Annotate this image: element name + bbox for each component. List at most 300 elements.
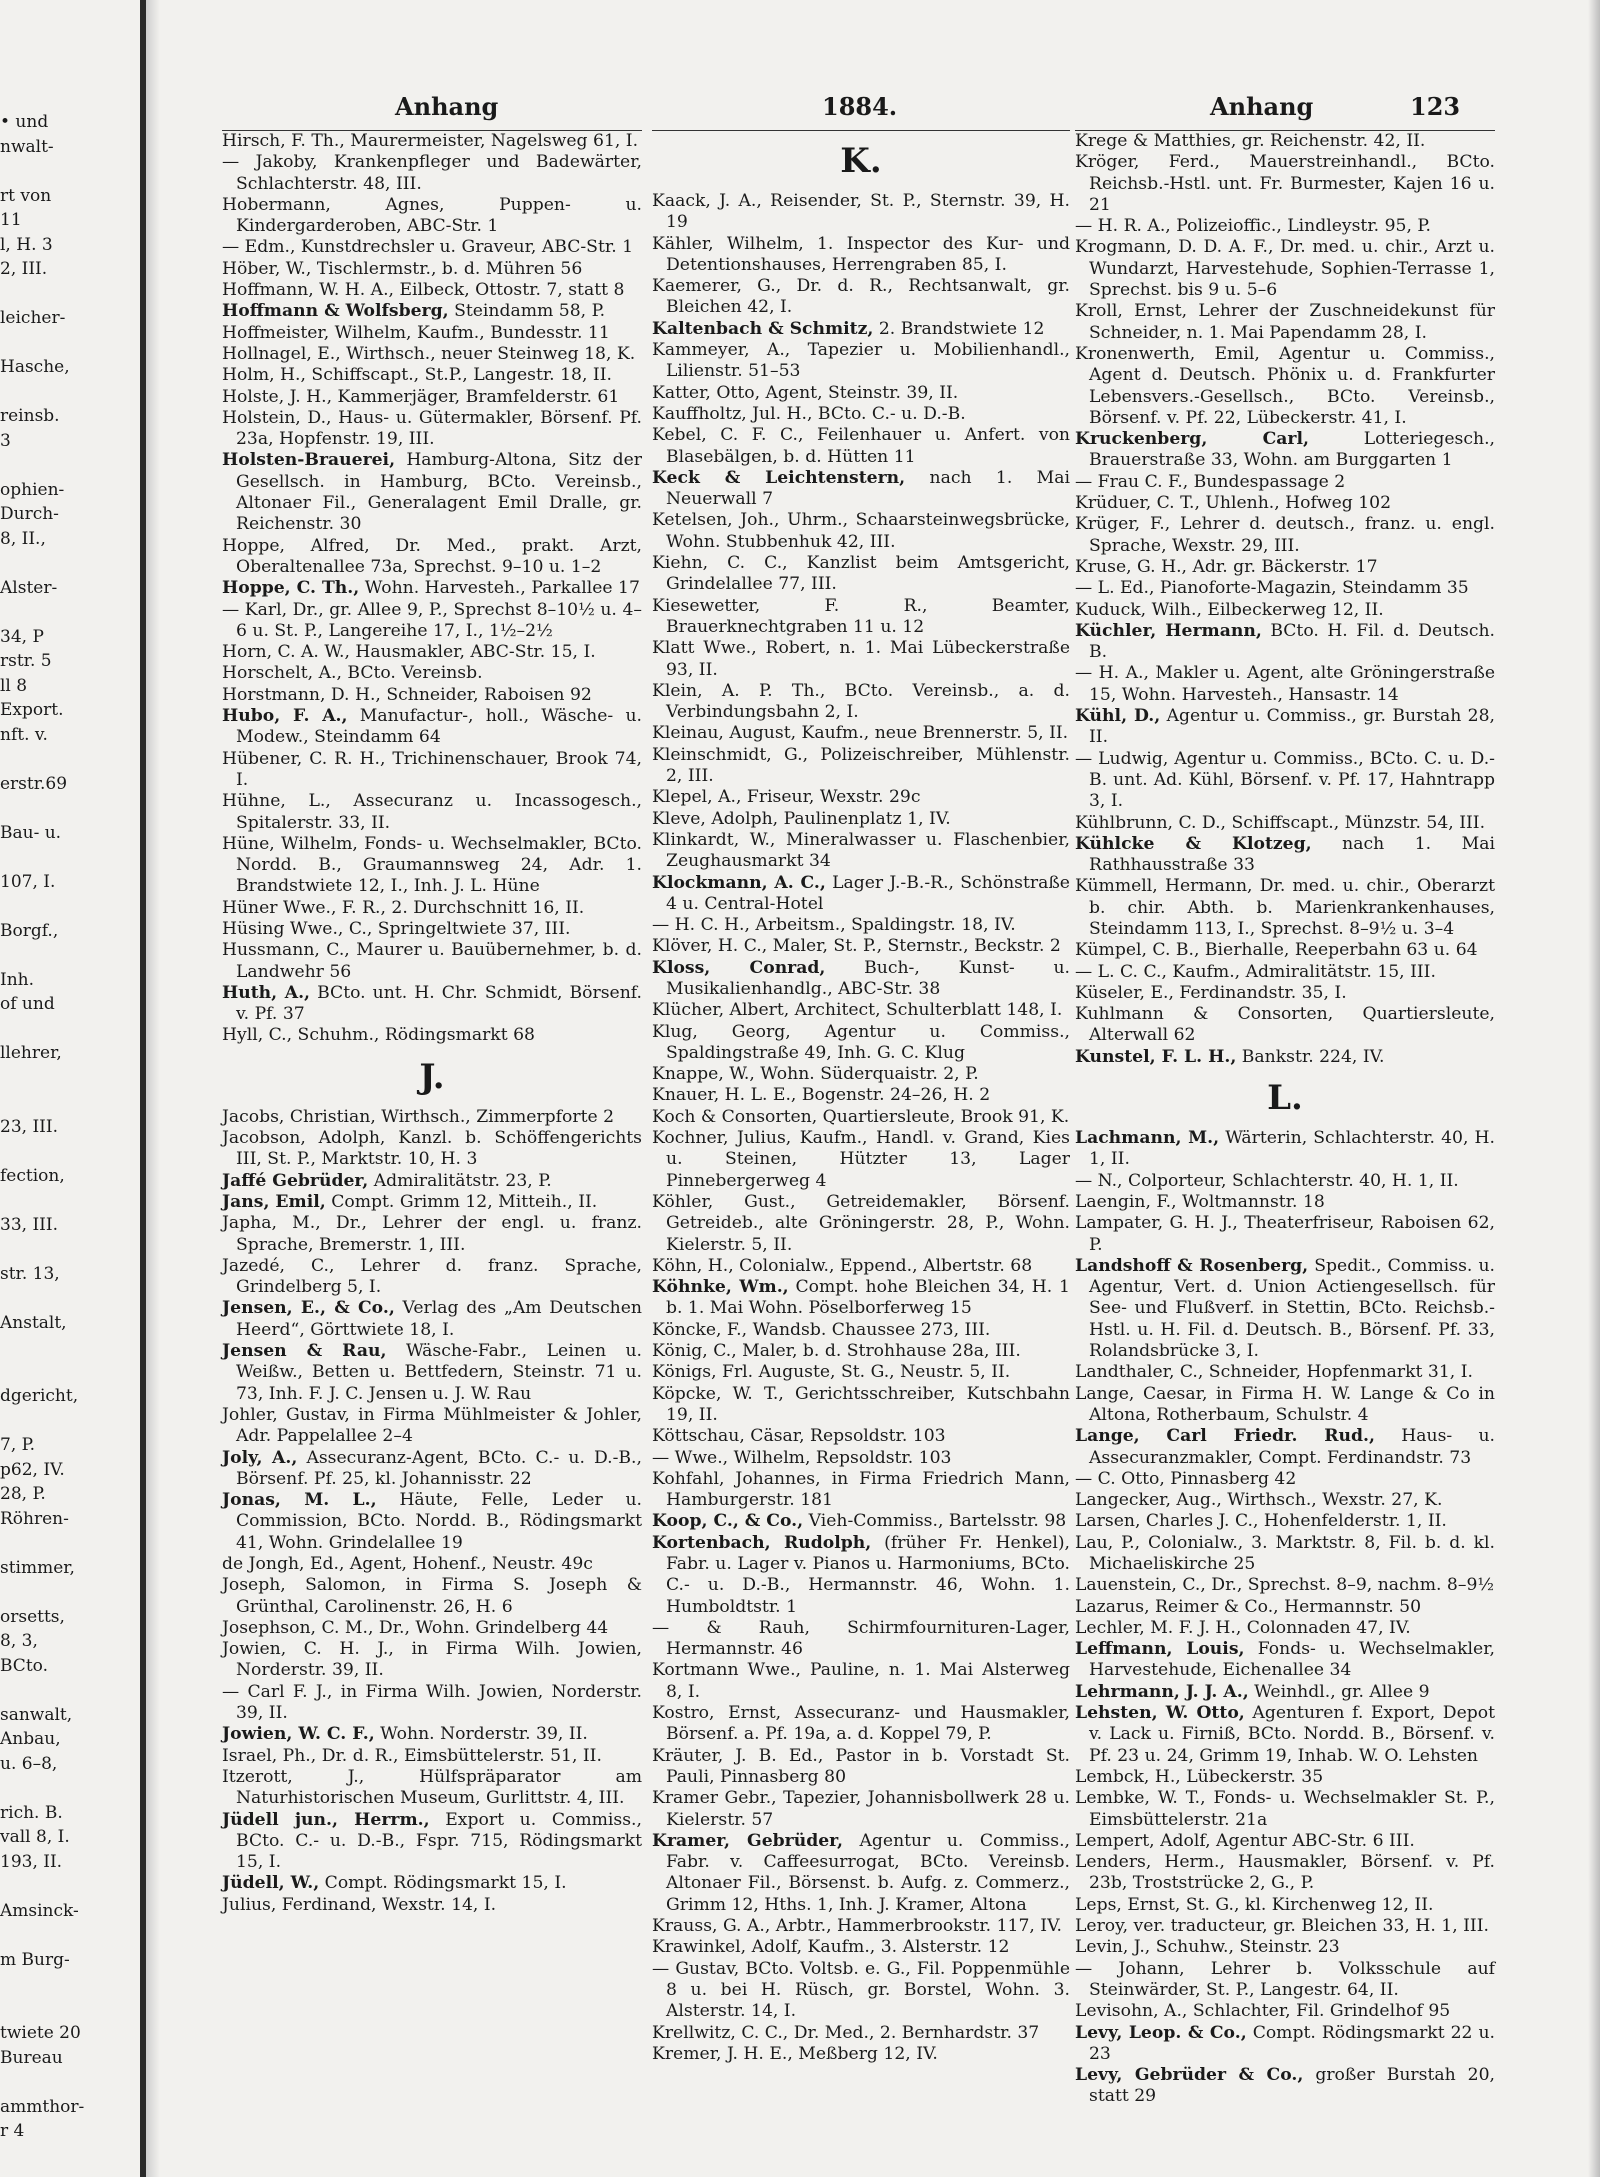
entry-name-bold: Jensen & Rau, [222,1341,387,1362]
entry-name-bold: Jensen, E., & Co., [222,1298,395,1319]
directory-entry [222,408,642,451]
entry-text: Kuhlmann & Consorten, Quartiersleute, Alterwall 62 [1075,1004,1495,1046]
previous-page-line: reinsb. [0,406,60,426]
directory-entry [652,1022,1070,1065]
entry-text: Larsen, Charles J. C., Hohenfelderstr. 1, II. [1075,1511,1447,1532]
entry-text: Hussmann, C., Maurer u. Bauübernehmer, b. d. Landwehr 56 [222,940,642,982]
entry-text: Lauenstein, C., Dr., Sprechst. 8–9, nachm. 8–9½ [1075,1575,1495,1596]
directory-entry [652,1469,1070,1512]
previous-page-line [0,282,138,307]
header-section-left: Anhang [395,92,499,121]
entry-name-bold: Levy, Leop. & Co., [1075,2022,1247,2043]
directory-entry [222,1448,642,1491]
entry-text: Krüduer, C. T., Uhlenh., Hofweg 102 [1075,493,1392,514]
directory-entry [222,685,642,706]
directory-entry [652,1320,1070,1341]
directory-entry [1075,1703,1495,1767]
directory-entry [652,1277,1070,1320]
entry-text: BCto. H. Fil. d. Deutsch. B. [1089,620,1495,663]
directory-entry [1075,1618,1495,1639]
entry-name-bold: Landshoff & Rosenberg, [1075,1255,1309,1276]
entry-text: Kleinschmidt, G., Polizeischreiber, Mühlenstr. 2, III. [652,744,1070,787]
entry-text: — Ludwig, Agentur u. Commiss., BCto. C. u. D.-B. unt. Ad. Kühl, Börsenf. v. Pf. 17, Hahntrapp 3, I. [1075,748,1495,812]
directory-entry [1075,1384,1495,1427]
entry-text: Katter, Otto, Agent, Steinstr. 39, II. [652,382,959,403]
previous-page-line: orsetts, [0,1606,65,1627]
directory-column-3 [1075,130,1495,2108]
previous-page-line: nwalt- [0,136,54,157]
entry-text: Verlag des „Am Deutschen Heerd“, Görttwiete 18, I. [236,1298,642,1340]
directory-entry [1075,1256,1495,1362]
page-number: 123 [1410,92,1461,121]
previous-page-line: Bau- u. [0,822,62,843]
previous-page-line [0,1972,138,1997]
directory-entry [222,1256,642,1299]
previous-page-line [0,845,138,870]
entry-name-bold: Kühl, D., [1075,706,1161,727]
previous-page-line: twiete 20 [0,2023,81,2043]
directory-entry [1075,1171,1495,1192]
previous-page-line: Durch- [0,504,59,524]
directory-entry [1075,1128,1495,1171]
entry-text: — Wwe., Wilhelm, Repsoldstr. 103 [652,1447,952,1468]
entry-text: Itzerott, J., Hülfspräparator am Naturhistorischen Museum, Gurlittstr. 4, III. [222,1766,642,1809]
entry-text: Levin, J., Schuhw., Steinstr. 23 [1075,1937,1340,1958]
entry-text: Kortmann Wwe., Pauline, n. 1. Mai Alsterweg 8, I. [652,1660,1070,1702]
directory-entry [1075,1213,1495,1256]
previous-page-line: 193, II. [0,1851,63,1872]
directory-entry [652,1192,1070,1256]
directory-entry [1075,1852,1495,1895]
directory-entry [652,2023,1070,2044]
previous-page-line [0,747,138,772]
directory-entry [652,1448,1070,1469]
directory-entry [1075,1533,1495,1576]
previous-page-line: Hasche, [0,357,70,377]
entry-name-bold: Klockmann, A. C., [652,872,826,893]
entry-text: — Edm., Kunstdrechsler u. Graveur, ABC-Str. 1 [222,237,634,258]
directory-entry [1075,940,1495,961]
directory-entry [652,1384,1070,1427]
directory-entry [652,510,1070,553]
entry-text: Klatt Wwe., Robert, n. 1. Mai Lübeckerstraße 93, II. [652,638,1070,680]
previous-page-line: p62, IV. [0,1459,65,1480]
entry-text: Ketelsen, Joh., Uhrm., Schaarsteinwegsbrücke, Wohn. Stubbenhuk 42, III. [652,510,1070,552]
entry-text: Export u. Commiss., BCto. C.- u. D.-B., Fspr. 715, Rödingsmarkt 15, I. [236,1809,642,1873]
entry-text: Hüner Wwe., F. R., 2. Durchschnitt 16, II. [222,897,585,918]
entry-text: Hoffmeister, Wilhelm, Kaufm., Bundesstr. 11 [222,322,610,343]
directory-entry [1075,876,1495,940]
entry-name-bold: Lehsten, W. Otto, [1075,1703,1245,1724]
entry-text: Krawinkel, Adolf, Kaufm., 3. Alsterstr. 12 [652,1937,1010,1958]
directory-entry [652,1362,1070,1383]
directory-entry [222,600,642,643]
directory-entry [222,1192,642,1213]
previous-page-line: Anbau, [0,1729,61,1749]
previous-page-line: 8, 3, [0,1631,38,1651]
previous-page-line: m Burg- [0,1949,70,1970]
entry-text: Köhn, H., Colonialw., Eppend., Albertstr. 68 [652,1255,1033,1276]
previous-page-line [0,1678,138,1703]
previous-page-line: l, H. 3 [0,234,53,255]
entry-text: Lampater, G. H. J., Theaterfriseur, Raboisen 62, P. [1075,1213,1495,1255]
directory-entry [652,1937,1070,1958]
entry-text: Hüsing Wwe., C., Springeltwiete 37, III. [222,918,571,939]
previous-page-line: ophien- [0,479,65,500]
header-section-right: Anhang [1210,92,1314,121]
previous-page-line: fection, [0,1165,65,1186]
entry-text: großer Burstah 20, statt 29 [1089,2065,1496,2107]
previous-page-line: r 4 [0,2121,25,2141]
entry-text: Kräuter, J. B. Ed., Pastor in b. Vorstadt St. Pauli, Pinnasberg 80 [652,1745,1070,1787]
directory-entry [652,1511,1070,1532]
page-edge-shadow [1588,0,1600,2177]
directory-entry [222,706,642,749]
entry-text: Kammeyer, A., Tapezier u. Mobilienhandl., Lilienstr. 51–53 [652,340,1070,382]
directory-entry [222,301,642,322]
entry-name-bold: Jowien, W. C. F., [222,1724,375,1745]
entry-text: Köncke, F., Wandsb. Chaussee 273, III. [652,1319,991,1340]
directory-entry [1075,706,1495,749]
entry-text: Kiesewetter, F. R., Beamter, Brauerknechtgraben 11 u. 12 [652,595,1070,637]
entry-text: Lotteriegesch., Brauerstraße 33, Wohn. am Burggarten 1 [1089,429,1495,471]
directory-entry [1075,216,1495,237]
entry-text: Wärterin, Schlachterstr. 40, H. 1, II. [1089,1128,1495,1170]
directory-entry [1075,1362,1495,1383]
previous-page-line: Inh. [0,969,35,990]
entry-name-bold: Hubo, F. A., [222,706,348,727]
entry-text: Japha, M., Dr., Lehrer der engl. u. franz. Sprache, Bremerstr. 1, III. [222,1213,642,1255]
previous-page-line: 7, P. [0,1435,36,1455]
previous-page-line [0,551,138,576]
directory-entry [1075,1597,1495,1618]
entry-text: Hamburg-Altona, Sitz der Gesellsch. in Hamburg, BCto. Vereinsb., Altonaer Fil., Generalagent Emil Dralle, gr. Reichenstr. 30 [236,450,642,535]
entry-text: Horn, C. A. W., Hausmakler, ABC-Str. 15, I. [222,642,596,663]
entry-text: — Gustav, BCto. Voltsb. e. G., Fil. Poppenmühle 8 u. bei H. Rüsch, gr. Borstel, Wohn. 3. Alsterstr. 14, I. [652,1958,1070,2022]
directory-entry [222,1107,642,1128]
directory-entry [222,237,642,258]
previous-page-line: 107, I. [0,871,56,892]
entry-text: BCto. unt. H. Chr. Schmidt, Börsenf. v. Pf. 37 [236,982,642,1025]
directory-entry [652,936,1070,957]
entry-name-bold: Leffmann, Louis, [1075,1639,1245,1660]
entry-text: Horschelt, A., BCto. Vereinsb. [222,663,483,684]
directory-entry [652,1341,1070,1362]
entry-text: Kremer, J. H. E., Meßberg 12, IV. [652,2043,938,2064]
directory-entry [652,1916,1070,1937]
entry-text: — & Rauh, Schirmfournituren-Lager, Hermannstr. 46 [652,1617,1070,1660]
entry-text: Kümpel, C. B., Bierhalle, Reeperbahn 63 u. 64 [1075,940,1478,961]
directory-entry [1075,1788,1495,1831]
entry-name-bold: Kortenbach, Rudolph, [652,1532,872,1553]
entry-text: Häute, Felle, Leder u. Commission, BCto. Nordd. B., Rödingsmarkt 41, Wohn. Grindelallee 19 [236,1490,643,1553]
entry-text: Horstmann, D. H., Schneider, Raboisen 92 [222,684,592,705]
previous-page-line [0,1923,138,1948]
previous-page-line [0,1237,138,1262]
previous-page-line: ll 8 [0,675,28,696]
entry-name-bold: Hoffmann & Wolfsberg, [222,301,449,322]
directory-entry [222,259,642,280]
directory-entry [222,1810,642,1874]
previous-page-line: of und [0,994,55,1014]
entry-text: Levisohn, A., Schlachter, Fil. Grindelhof 95 [1075,2001,1451,2022]
directory-entry [222,791,642,834]
entry-text: Holste, J. H., Kammerjäger, Bramfelderstr. 61 [222,386,620,407]
entry-text: Klinkardt, W., Mineralwasser u. Flaschenbier, Zeughausmarkt 34 [652,829,1070,872]
entry-text: Jowien, C. H. J., in Firma Wilh. Jowien, Norderstr. 39, II. [222,1639,642,1681]
section-letter-heading: K. [840,141,882,181]
directory-entry [652,1660,1070,1703]
entry-text: — Johann, Lehrer b. Volksschule auf Steinwärder, St. P., Langestr. 64, II. [1075,1958,1495,2000]
previous-page-line [0,1531,138,1556]
entry-text: Spedit., Commiss. u. Agentur, Vert. d. Union Actiengesellsch. für See- und Flußverf. in Stettin, BCto. Reichsb.-Hstl. u. H. Fil. d. Deutsch. B., Börsenf. Pf. 33, Rolandsbrücke 3, I. [1089,1255,1496,1362]
directory-entry [222,1639,642,1682]
entry-name-bold: Jüdell, W., [222,1873,320,1894]
directory-entry [222,387,642,408]
directory-entry [1075,1490,1495,1511]
page-header [230,92,1461,128]
entry-text: Kümmell, Hermann, Dr. med. u. chir., Oberarzt b. chir. Abth. b. Marienkrankenhauses, Steindamm 113, I., Sprechst. 8–9½ u. 3–4 [1075,876,1495,939]
directory-entry [222,663,642,684]
directory-entry [652,830,1070,873]
directory-entry [652,809,1070,830]
entry-text: Kramer Gebr., Tapezier, Johannisbollwerk 28 u. Kielerstr. 57 [652,1788,1070,1830]
entry-text: — Karl, Dr., gr. Allee 9, P., Sprechst 8–10½ u. 4–6 u. St. P., Langereihe 17, I., 1½–2½ [222,599,642,641]
entry-text: Manufactur-, holl., Wäsche- u. Modew., Steindamm 64 [236,706,643,748]
entry-text: Höber, W., Tischlermstr., b. d. Mühren 56 [222,258,583,279]
entry-text: Krauss, G. A., Arbtr., Hammerbrookstr. 117, IV. [652,1916,1062,1937]
entry-text: Koch & Consorten, Quartiersleute, Brook 91, K. [652,1106,1070,1127]
previous-page-line: 11 [0,210,22,230]
directory-entry [652,638,1070,681]
entry-text: Kiehn, C. C., Kanzlist beim Amtsgericht, Grindelallee 77, III. [652,553,1070,595]
directory-entry [1075,1469,1495,1490]
directory-column-2 [652,130,1070,2065]
directory-entry [652,873,1070,916]
entry-name-bold: Lachmann, M., [1075,1128,1220,1149]
directory-column-1 [222,130,642,1916]
entry-name-bold: Lange, Carl Friedr. Rud., [1075,1426,1376,1447]
entry-text: Kröger, Ferd., Mauerstreinhandl., BCto. Reichsb.-Hstl. unt. Fr. Burmester, Kajen 16 u. 21 [1075,152,1495,215]
entry-text: Compt. Rödingsmarkt 15, I. [324,1873,567,1894]
directory-entry [652,2044,1070,2065]
entry-text: Lechler, M. F. J. H., Colonnaden 47, IV. [1075,1617,1411,1638]
directory-entry [1075,301,1495,344]
directory-entry [652,1064,1070,1085]
directory-entry [222,1767,642,1810]
entry-text: Knauer, H. L. E., Bogenstr. 24–26, H. 2 [652,1085,991,1106]
header-year: 1884. [822,92,898,121]
entry-text: Wohn. Norderstr. 39, II. [380,1724,588,1745]
directory-entry [222,1490,642,1554]
directory-entry [1075,2023,1495,2066]
directory-entry [652,723,1070,744]
entry-name-bold: Holsten-Brauerei, [222,450,396,471]
directory-entry [1075,2065,1495,2108]
directory-entry [1075,749,1495,813]
previous-page-line [0,331,138,356]
entry-text: Köpcke, W. T., Gerichtsschreiber, Kutschbahn 19, II. [652,1383,1070,1425]
directory-entry [222,1724,642,1745]
directory-entry [652,191,1070,234]
entry-text: Weinhdl., gr. Allee 9 [1254,1681,1430,1702]
previous-page-fragment [0,110,138,2144]
entry-text: Köhler, Gust., Getreidemakler, Börsenf. Getreideb., alte Gröningerstr. 28, P., Wohn. Kielerstr. 5, II. [652,1191,1070,1255]
entry-text: Klein, A. P. Th., BCto. Vereinsb., a. d. Verbindungsbahn 2, I. [652,680,1070,723]
entry-text: Köttschau, Cäsar, Repsoldstr. 103 [652,1426,946,1447]
entry-text: Kebel, C. F. C., Feilenhauer u. Anfert. von Blasebälgen, b. d. Hütten 11 [652,425,1070,467]
directory-entry [222,1575,642,1618]
entry-text: 2. Brandstwiete 12 [878,318,1045,339]
directory-entry [652,404,1070,425]
entry-name-bold: Huth, A., [222,982,311,1003]
entry-text: Langecker, Aug., Wirthsch., Wexstr. 27, K. [1075,1490,1443,1511]
previous-page-line [0,796,138,821]
entry-text: — H. C. H., Arbeitsm., Spaldingstr. 18, IV. [652,915,1016,936]
directory-entry [652,1256,1070,1277]
previous-page-line: 8, II., [0,528,46,549]
directory-entry [1075,983,1495,1004]
directory-entry [222,365,642,386]
entry-text: Lau, P., Colonialw., 3. Marktstr. 8, Fil. b. d. kl. Michaeliskirche 25 [1075,1532,1495,1574]
directory-entry [222,1895,642,1916]
previous-page-line: str. 13, [0,1263,60,1284]
previous-page-line [0,453,138,478]
previous-page-line [0,1360,138,1385]
entry-text: Kühlbrunn, C. D., Schiffscapt., Münzstr. 54, III. [1075,812,1486,833]
entry-text: — Frau C. F., Bundespassage 2 [1075,471,1346,492]
previous-page-line [0,380,138,405]
previous-page-line: 2, III. [0,259,48,279]
previous-page-line: Alster- [0,577,58,598]
entry-text: Klücher, Albert, Architect, Schulterblatt 148, I. [652,1000,1063,1021]
entry-text: Laengin, F., Woltmannstr. 18 [1075,1191,1325,1212]
entry-name-bold: Kaltenbach & Schmitz, [652,318,874,339]
entry-text: Johler, Gustav, in Firma Mühlmeister & Johler, Adr. Pappelallee 2–4 [222,1404,642,1447]
entry-text: — Jakoby, Krankenpfleger und Badewärter, Schlachterstr. 48, III. [222,152,642,194]
directory-entry [652,1107,1070,1128]
entry-name-bold: Jüdell jun., Herrm., [222,1809,430,1830]
entry-text: Kruse, G. H., Adr. gr. Bäckerstr. 17 [1075,556,1378,577]
directory-entry [1075,237,1495,301]
entry-text: — L. C. C., Kaufm., Admiralitätstr. 15, III. [1075,961,1436,982]
entry-text: Krüger, F., Lehrer d. deutsch., franz. u. engl. Sprache, Wexstr. 29, III. [1075,514,1495,556]
entry-text: (früher Fr. Henkel), Fabr. u. Lager v. Pianos u. Harmoniums, BCto. C.- u. D.-B., Hermannstr. 46, Wohn. 1. Humboldtstr. 1 [666,1532,1070,1617]
directory-entry [1075,1937,1495,1958]
directory-entry [1075,557,1495,578]
entry-text: Lager J.-B.-R., Schönstraße 4 u. Central-Hotel [666,872,1070,914]
previous-page-line: 34, P [0,626,44,647]
entry-name-bold: Koop, C., & Co., [652,1511,804,1532]
previous-page-line [0,1188,138,1213]
directory-entry [1075,344,1495,429]
directory-entry [1075,493,1495,514]
directory-entry [222,1128,642,1171]
previous-page-line: Amsinck- [0,1900,79,1921]
directory-entry [1075,1916,1495,1937]
directory-entry [1075,514,1495,557]
directory-entry [652,1426,1070,1447]
previous-page-line [0,1017,138,1042]
entry-text: nach 1. Mai Rathhausstraße 33 [1089,833,1495,876]
previous-page-line: Röhren- [0,1508,69,1529]
directory-entry [222,1171,642,1192]
entry-text: Hühne, L., Assecuranz u. Incassogesch., Spitalerstr. 33, II. [222,791,642,833]
entry-text: Israel, Ph., Dr. d. R., Eimsbüttelerstr. 51, II. [222,1745,602,1766]
directory-entry [652,319,1070,340]
directory-entry [652,468,1070,511]
directory-entry [222,1618,642,1639]
previous-page-line [0,2070,138,2095]
entry-name-bold: Küchler, Hermann, [1075,620,1262,641]
directory-entry [652,234,1070,277]
directory-entry [652,787,1070,808]
entry-text: Hoppe, Alfred, Dr. Med., prakt. Arzt, Oberaltenallee 73a, Sprechst. 9–10 u. 1–2 [222,535,642,577]
directory-entry [652,383,1070,404]
previous-page-line [0,159,138,184]
previous-page-line: rstr. 5 [0,651,52,671]
entry-text: Julius, Ferdinand, Wexstr. 14, I. [222,1894,497,1915]
entry-text: Küseler, E., Ferdinandstr. 35, I. [1075,982,1347,1003]
directory-entry [1075,1511,1495,1532]
directory-entry [652,276,1070,319]
directory-entry [222,1554,642,1575]
entry-text: Hoffmann, W. H. A., Eilbeck, Ottostr. 7, statt 8 [222,280,625,301]
entry-text: Kaack, J. A., Reisender, St. P., Sternstr. 39, H. 19 [652,191,1070,233]
entry-name-bold: Levy, Gebrüder & Co., [1075,2065,1304,2086]
previous-page-line [0,894,138,919]
directory-entry [1075,962,1495,983]
entry-text: Joseph, Salomon, in Firma S. Joseph & Grünthal, Carolinenstr. 26, H. 6 [222,1575,642,1617]
entry-name-bold: Lehrmann, J. J. A., [1075,1681,1249,1702]
directory-entry [1075,131,1495,152]
entry-name-bold: Jaffé Gebrüder, [222,1170,369,1191]
entry-text: Buch-, Kunst- u. Musikalienhandlg., ABC-Str. 38 [666,957,1071,999]
directory-entry [222,983,642,1026]
directory-entry [1075,1682,1495,1703]
entry-text: Vieh-Commiss., Bartelsstr. 98 [808,1511,1067,1532]
directory-entry [222,152,642,195]
book-spine-gradient [146,0,160,2177]
entry-text: Kaemerer, G., Dr. d. R., Rechtsanwalt, gr. Bleichen 42, I. [652,276,1070,318]
directory-entry [652,1000,1070,1021]
previous-page-line: Anstalt, [0,1312,67,1333]
directory-entry [222,1405,642,1448]
directory-entry [222,919,642,940]
directory-entry [1075,1575,1495,1596]
directory-entry [222,131,642,152]
previous-page-line [0,1580,138,1605]
previous-page-line: vall 8, I. [0,1827,70,1847]
directory-entry [652,1703,1070,1746]
directory-entry [1075,472,1495,493]
entry-text: Wohn. Harvesteh., Parkallee 17 [364,578,640,599]
entry-text: — Carl F. J., in Firma Wilh. Jowien, Norderstr. 39, II. [222,1681,642,1724]
directory-entry [652,340,1070,383]
entry-name-bold: Keck & Leichtenstern, [652,467,906,488]
previous-page-line: • und [0,112,49,132]
entry-text: Leps, Ernst, St. G., kl. Kirchenweg 12, II. [1075,1894,1434,1915]
directory-entry [222,1298,642,1341]
directory-entry [1075,1959,1495,2002]
entry-text: Krege & Matthies, gr. Reichenstr. 42, II. [1075,131,1426,151]
directory-entry [1075,429,1495,472]
directory-entry [652,958,1070,1001]
entry-text: Hollnagel, E., Wirthsch., neuer Steinweg 18, K. [222,343,636,364]
entry-text: Assecuranz-Agent, BCto. C.- u. D.-B., Börsenf. Pf. 25, kl. Johannisstr. 22 [236,1447,642,1489]
previous-page-line [0,1776,138,1801]
entry-text: König, C., Maler, b. d. Strohhause 28a, III. [652,1341,1021,1362]
